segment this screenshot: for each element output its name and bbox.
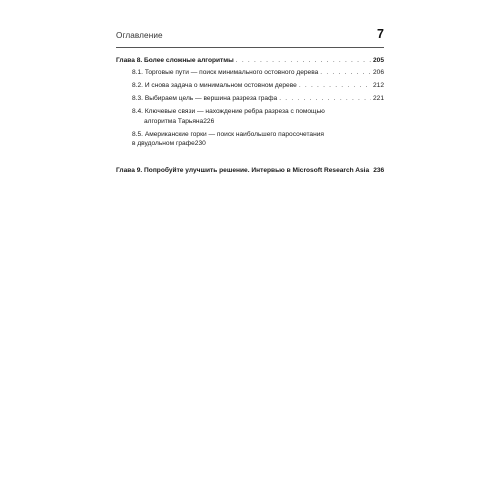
toc-entry-page: 212 <box>372 82 384 90</box>
page-number: 7 <box>377 27 384 41</box>
running-head: Оглавление <box>116 31 163 40</box>
toc-entry-title-line1: 8.5. Американские горки — поиск наибольшего паросочетания <box>132 130 324 138</box>
dot-leader <box>299 81 371 90</box>
toc-entry-title: 8.1. Торговые пути — поиск минимального остовного дерева <box>132 69 319 77</box>
toc-entry-section-8-4[interactable] <box>116 107 384 126</box>
toc-entry-title-line2: алгоритма Тарьяна <box>144 117 204 125</box>
toc-entry-title-line1: 8.4. Ключевые связи — нахождение ребра разреза с помощью <box>132 108 325 116</box>
table-of-contents <box>116 56 384 179</box>
header-rule <box>116 47 384 48</box>
toc-entry-title: 8.3. Выбираем цель — вершина разреза графа <box>132 95 278 103</box>
toc-entry-section-8-2[interactable] <box>116 81 384 90</box>
toc-entry-page: 226 <box>203 117 215 125</box>
toc-entry-title: 8.2. И снова задача о минимальном остовном дереве <box>132 82 297 90</box>
spacer <box>116 152 384 166</box>
dot-leader <box>320 68 371 77</box>
toc-entry-title: Глава 9. Попробуйте улучшить решение. Интервью в Microsoft Research Asia <box>116 167 370 175</box>
toc-entry-page: 230 <box>194 140 206 148</box>
toc-entry-page: 236 <box>373 167 385 175</box>
toc-entry-section-8-1[interactable] <box>116 68 384 77</box>
toc-entry-title-line2: в двудольном графе <box>132 140 195 148</box>
toc-entry-chapter-8[interactable] <box>116 56 384 65</box>
toc-entry-title: Глава 8. Более сложные алгоритмы <box>116 57 234 64</box>
toc-entry-chapter-9[interactable] <box>116 166 384 175</box>
dot-leader <box>236 56 371 65</box>
toc-entry-page: 206 <box>372 69 384 77</box>
toc-entry-page: 221 <box>372 95 384 103</box>
dot-leader <box>279 94 371 103</box>
toc-entry-page: 205 <box>372 57 384 64</box>
toc-entry-section-8-5[interactable] <box>116 130 384 149</box>
toc-entry-section-8-3[interactable] <box>116 94 384 103</box>
